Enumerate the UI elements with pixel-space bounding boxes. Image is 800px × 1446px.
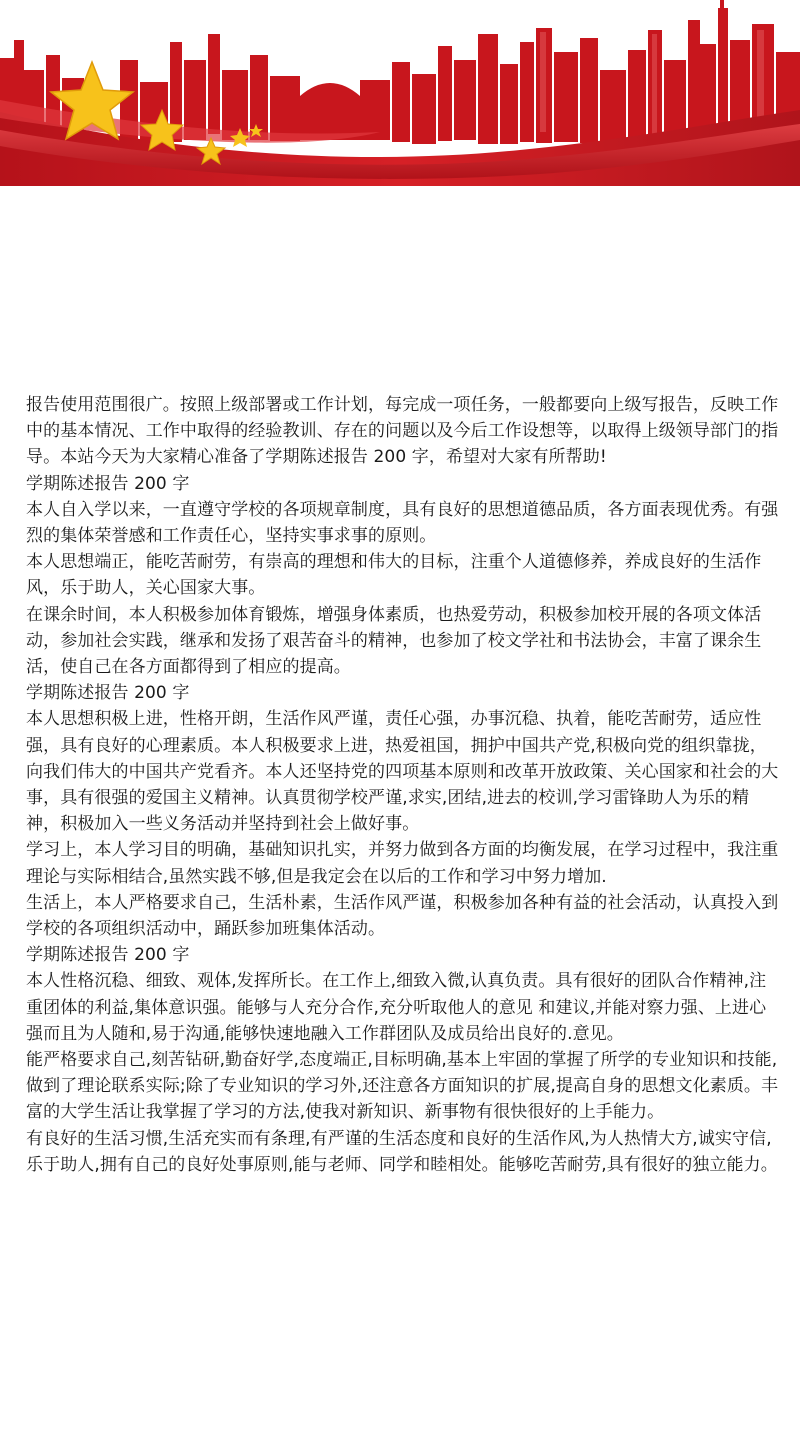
body-paragraph: 能严格要求自己,刻苦钻研,勤奋好学,态度端正,目标明确,基本上牢固的掌握了所学的专业知识和技能,做到了理论联系实际;除了专业知识的学习外,还注意各方面知识的扩展,提高自身的思想文化素质。丰富的大学生活让我掌握了学习的方法,使我对新知识、新事物有很快很好的上手能力。 xyxy=(26,1050,779,1123)
body-paragraph: 学习上，本人学习目的明确，基础知识扎实，并努力做到各方面的均衡发展，在学习过程中，我注重理论与实际相结合,虽然实践不够,但是我定会在以后的工作和学习中努力增加. xyxy=(26,840,779,887)
article-body xyxy=(26,392,782,1178)
section-heading: 学期陈述报告 200 字 xyxy=(26,945,190,966)
body-paragraph: 本人思想端正，能吃苦耐劳，有崇高的理想和伟大的目标，注重个人道德修养，养成良好的生活作风，乐于助人，关心国家大事。 xyxy=(26,552,762,599)
body-paragraph: 在课余时间，本人积极参加体育锻炼，增强身体素质，也热爱劳动，积极参加校开展的各项文体活动，参加社会实践，继承和发扬了艰苦奋斗的精神，也参加了校文学社和书法协会，丰富了课余生活，使自己在各方面都得到了相应的提高。 xyxy=(26,604,762,678)
body-paragraph: 本人自入学以来，一直遵守学校的各项规章制度，具有良好的思想道德品质，各方面表现优秀。有强烈的集体荣誉感和工作责任心，坚持实事求事的原则。 xyxy=(26,499,779,547)
body-paragraph: 本人思想积极上进，性格开朗，生活作风严谨，责任心强，办事沉稳、执着，能吃苦耐劳，适应性强，具有良好的心理素质。本人积极要求上进，热爱祖国，拥护中国共产党,积极向党的组织靠拢，向我们伟大的中国共产党看齐。本人还坚持党的四项基本原则和改革开放政策、关心国家和社会的大事，具有很强的爱国主义精神。认真贯彻学校严谨,求实,团结,进去的校训,学习雷锋助人为乐的精神，积极加入一些义务活动并坚持到社会上做好事。 xyxy=(26,709,779,835)
section-heading: 学期陈述报告 200 字 xyxy=(26,683,190,704)
header-banner xyxy=(0,0,800,186)
body-paragraph: 有良好的生活习惯,生活充实而有条理,有严谨的生活态度和良好的生活作风,为人热情大方,诚实守信,乐于助人,拥有自己的良好处事原则,能与老师、同学和睦相处。能够吃苦耐劳,具有很好的独立能力。 xyxy=(26,1128,778,1175)
red-skyline-banner-image xyxy=(0,0,800,186)
body-paragraph: 本人性格沉稳、细致、观体,发挥所长。在工作上,细致入微,认真负责。具有很好的团队合作精神,注重团体的利益,集体意识强。能够与人充分合作,充分听取他人的意见 和建议,并能对察力强、上进心强而且为人随和,易于沟通,能够快速地融入工作群团队及成员给出良好的.意见。 xyxy=(26,971,767,1044)
body-paragraph: 生活上，本人严格要求自己，生活朴素，生活作风严谨，积极参加各种有益的社会活动，认真投入到学校的各项组织活动中，踊跃参加班集体活动。 xyxy=(26,892,779,940)
intro-paragraph: 报告使用范围很广。按照上级部署或工作计划，每完成一项任务，一般都要向上级写报告，反映工作中的基本情况、工作中取得的经验教训、存在的问题以及今后工作设想等，以取得上级领导部门的指导。本站今天为大家精心准备了学期陈述报告 200 字，希望对大家有所帮助! xyxy=(26,395,779,468)
section-heading: 学期陈述报告 200 字 xyxy=(26,473,190,494)
